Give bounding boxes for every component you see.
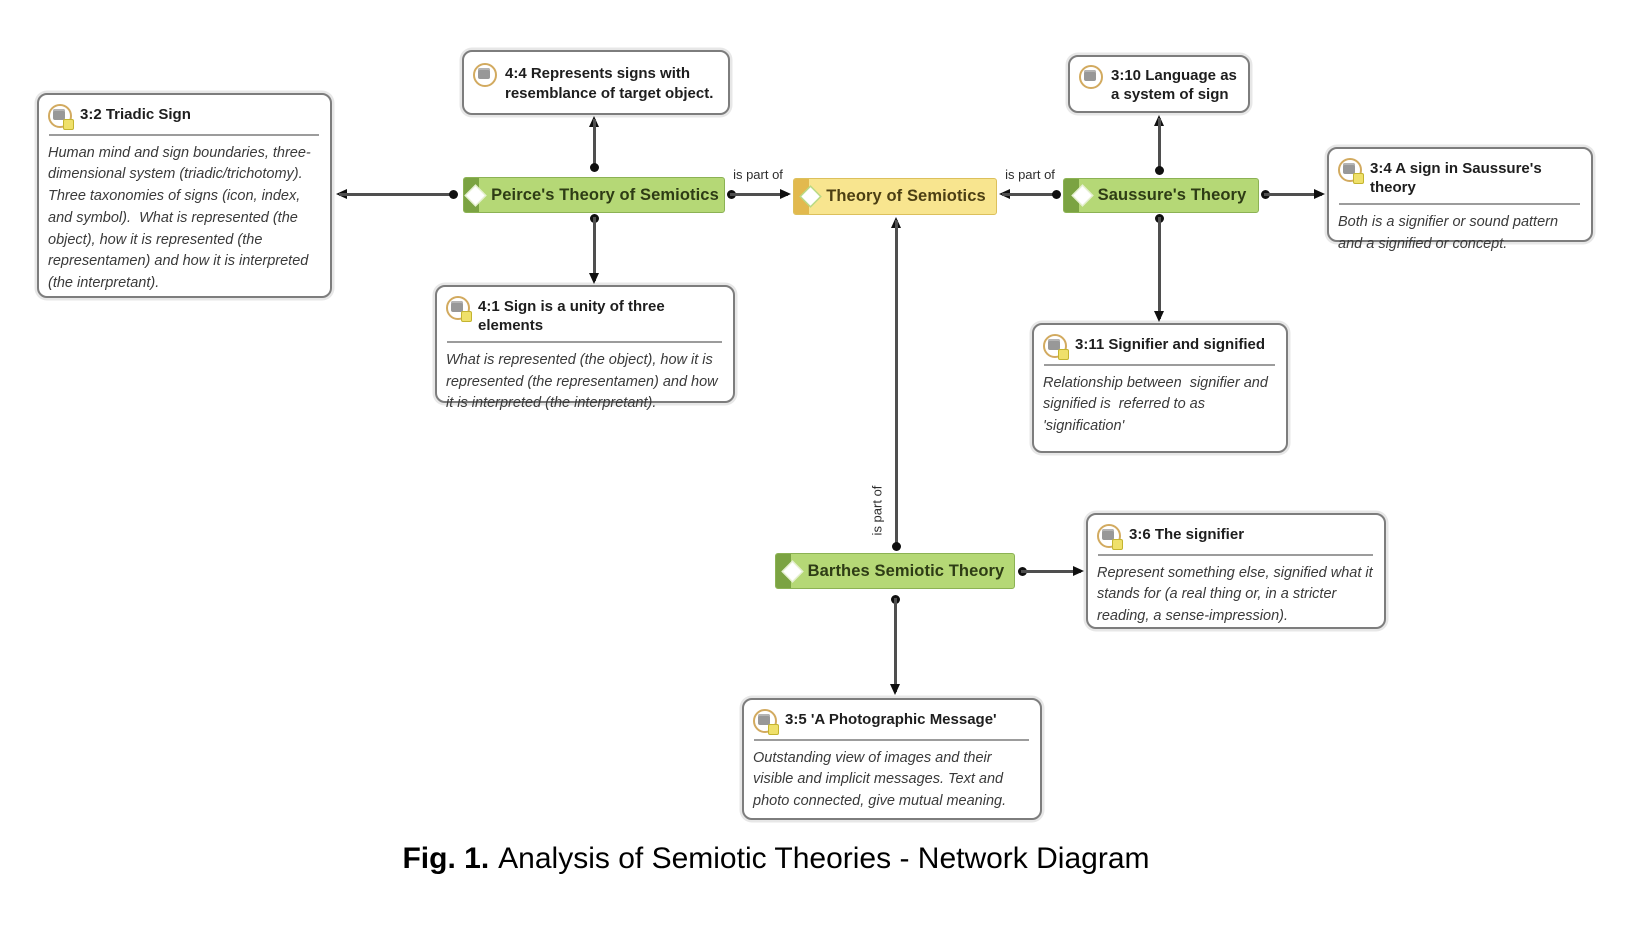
quote-box-3-10-language-system — [1068, 55, 1250, 113]
divider — [1339, 203, 1580, 205]
edge-barthes-to-photographic-message — [889, 595, 901, 695]
quote-body: Relationship between signifier and signified is referred to as 'signification' — [1043, 374, 1272, 434]
quotation-icon — [1097, 524, 1121, 548]
quotation-icon — [753, 709, 777, 733]
edge-peirce-to-triadic-sign — [336, 188, 458, 200]
quote-title: 3:2 Triadic Sign — [80, 106, 191, 123]
quote-box-3-4-sign-saussure — [1327, 147, 1593, 252]
edge-saussure-to-signifier-signified — [1153, 214, 1165, 322]
edge-peirce-to-theory — [727, 188, 791, 200]
edge-barthes-to-theory — [890, 217, 902, 551]
quotation-icon — [446, 296, 470, 320]
edge-label-is-part-of: is part of — [1005, 167, 1055, 182]
node-saussure-theory — [1063, 178, 1259, 213]
figure-caption — [0, 842, 1552, 876]
figure-title: Analysis of Semiotic Theories - Network Diagram — [498, 842, 1150, 875]
quote-title: 3:4 A sign in Saussure's theory — [1370, 160, 1542, 197]
quote-title: 4:4 Represents signs with resemblance of target object. — [505, 65, 714, 102]
quote-box-3-11-signifier-signified — [1032, 323, 1288, 453]
node-label: Barthes Semiotic Theory — [807, 561, 1005, 580]
edge-barthes-to-the-signifier — [1018, 565, 1084, 577]
quotation-icon — [473, 63, 497, 87]
quote-title: 3:5 'A Photographic Message' — [785, 711, 997, 728]
quote-body: Outstanding view of images and their visible and implicit messages. Text and photo connected, give mutual meaning. — [753, 749, 1008, 809]
quote-title: 3:10 Language as a system of sign — [1111, 66, 1237, 103]
quote-box-4-4-represents-signs — [462, 50, 730, 115]
divider — [1098, 554, 1373, 556]
divider — [447, 341, 722, 343]
quotation-icon — [1043, 334, 1067, 358]
quote-body: Represent something else, signified what it stands for (a real thing or, in a stricter reading, a sense-impression). — [1097, 564, 1377, 624]
quotation-icon — [1079, 65, 1103, 89]
node-peirce-theory — [463, 177, 725, 213]
figure-number: Fig. 1. — [402, 842, 490, 875]
edge-saussure-to-theory — [999, 188, 1061, 200]
node-barthes-theory — [775, 553, 1015, 589]
node-label: Peirce's Theory of Semiotics — [491, 185, 719, 204]
quote-title: 3:6 The signifier — [1129, 526, 1245, 543]
quote-title: 4:1 Sign is a unity of three elements — [478, 298, 665, 335]
quote-box-3-6-the-signifier — [1086, 513, 1386, 629]
quote-title: 3:11 Signifier and signified — [1075, 336, 1266, 353]
quotation-icon — [48, 104, 72, 128]
edge-label-is-part-of: is part of — [869, 485, 885, 536]
edge-saussure-to-sign-saussure — [1261, 188, 1325, 200]
quote-box-3-5-photographic-message — [742, 698, 1042, 820]
divider — [1044, 364, 1275, 366]
quote-body: Both is a signifier or sound pattern and a signified or concept. — [1338, 213, 1563, 252]
quotation-icon — [1338, 158, 1362, 182]
node-label: Theory of Semiotics — [826, 187, 986, 205]
edge-saussure-to-language-system — [1153, 115, 1165, 175]
edge-peirce-to-sign-unity — [588, 214, 600, 284]
edge-label-is-part-of: is part of — [733, 167, 783, 182]
edge-peirce-to-represents-signs — [588, 116, 600, 172]
node-label: Saussure's Theory — [1097, 186, 1247, 204]
divider — [754, 739, 1029, 741]
quote-box-3-2-triadic-sign — [37, 93, 332, 298]
quote-body: What is represented (the object), how it is represented (the representamen) and how it is interpreted (the interpretant). — [446, 351, 722, 412]
quote-body: Human mind and sign boundaries, three-dimensional system (triadic/trichotomy). Three taxonomies of signs (icon, index, and symbol). What is represented (the object), how it is represented (the representamen) and how it is interpreted (the interpretant). — [48, 144, 313, 291]
node-theory-of-semiotics — [793, 178, 997, 215]
quote-box-4-1-sign-unity — [435, 285, 735, 412]
divider — [49, 134, 319, 136]
